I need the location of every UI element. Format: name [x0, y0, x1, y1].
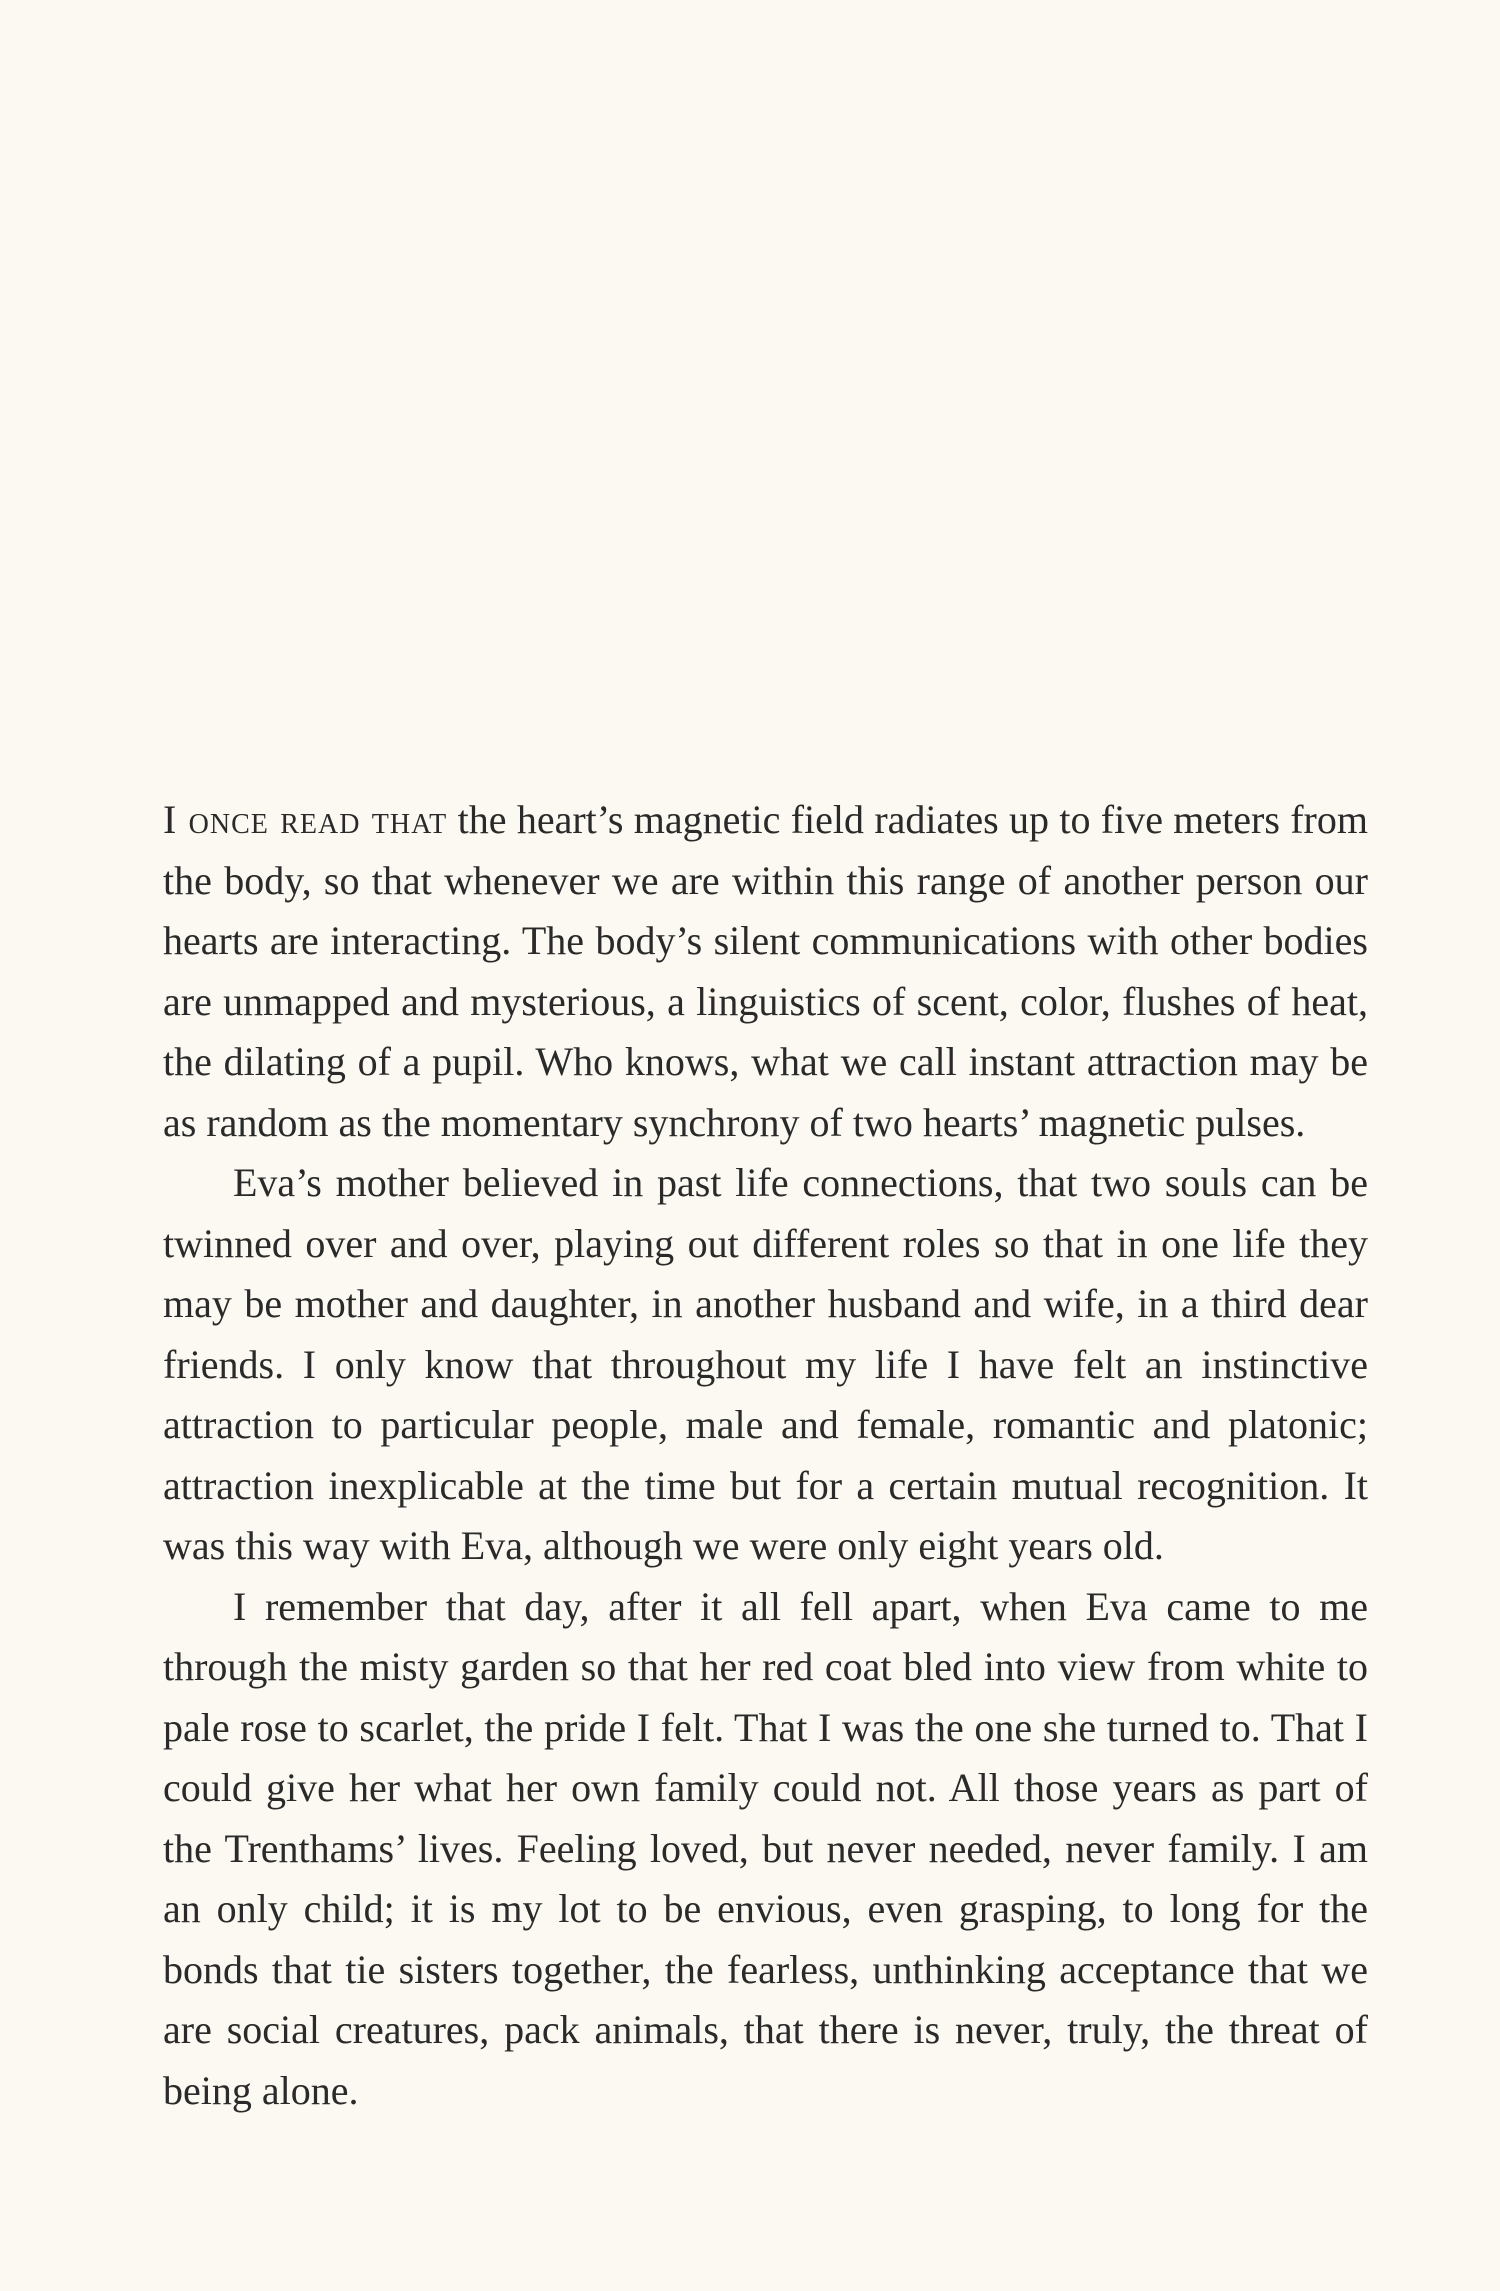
- paragraph-2: Eva’s mother believed in past life connections, that two souls can be twinned over and over, playing out different roles so that in one life they may be mother and daughter, in another husband and wife, in a third dear friends. I only know that throughout my life I have felt an instinctive attraction to particular people, male and female, romantic and platonic; attraction inexplicable at the time but for a certain mutual recognition. It was this way with Eva, although we were only eight years old.: [163, 1160, 1368, 1568]
- paragraph-1-text: the heart’s magnetic field radiates up to five meters from the body, so that whenever we are within this range of another person our hearts are interacting. The body’s silent communications with other bodies are unmapped and mysterious, a linguistics of scent, color, flushes of heat, the dilating of a pupil. Who knows, what we call instant attraction may be as random as the momentary synchrony of two hearts’ magnetic pulses.: [163, 797, 1368, 1145]
- opening-smallcaps: I once read that: [163, 797, 448, 842]
- body-text: [163, 790, 1368, 2121]
- paragraph-3: I remember that day, after it all fell apart, when Eva came to me through the misty garden so that her red coat bled into view from white to pale rose to scarlet, the pride I felt. That I was the one she turned to. That I could give her what her own family could not. All those years as part of the Trenthams’ lives. Feeling loved, but never needed, never family. I am an only child; it is my lot to be envious, even grasping, to long for the bonds that tie sisters together, the fearless, unthinking acceptance that we are social creatures, pack animals, that there is never, truly, the threat of being alone.: [163, 1583, 1368, 2113]
- paragraph-1: [163, 790, 1368, 1153]
